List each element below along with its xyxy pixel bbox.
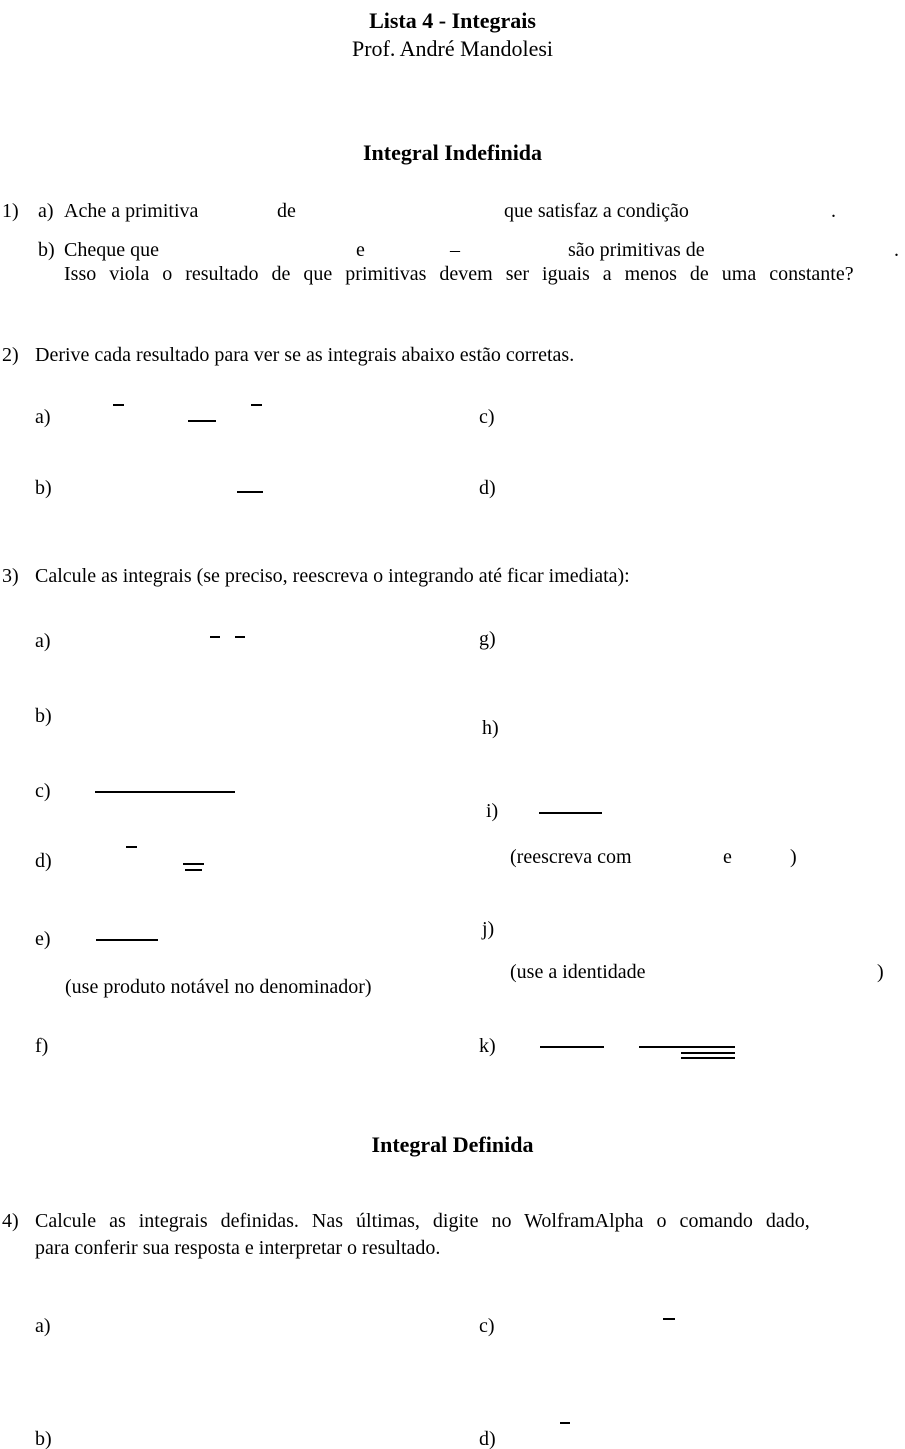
minus-sign bbox=[560, 1422, 570, 1424]
q4-number: 4) bbox=[2, 1210, 19, 1232]
minus-sign bbox=[663, 1318, 675, 1320]
q3-text: Calcule as integrais (se preciso, reescreva o integrando até ficar imediata): bbox=[35, 565, 630, 587]
q3-note-j-1: (use a identidade bbox=[510, 961, 646, 983]
q1a-period: . bbox=[831, 200, 836, 222]
q1b-text-4: são primitivas de bbox=[568, 239, 705, 261]
q2-item-a: a) bbox=[35, 406, 51, 428]
q1b-line2: Isso viola o resultado de que primitivas devem ser iguais a menos de uma constante? bbox=[64, 263, 854, 285]
q1b-label: b) bbox=[38, 239, 55, 261]
q2-number: 2) bbox=[2, 344, 19, 366]
q3-item-d: d) bbox=[35, 850, 52, 872]
q1a-text-1: Ache a primitiva bbox=[64, 200, 199, 222]
q1b-period: . bbox=[894, 239, 899, 261]
minus-sign bbox=[126, 846, 137, 848]
fraction-bar bbox=[188, 420, 216, 422]
fraction-bar bbox=[96, 939, 158, 941]
q1b-text-1: Cheque que bbox=[64, 239, 159, 261]
q3-item-k: k) bbox=[479, 1035, 496, 1057]
fraction-bar bbox=[540, 1046, 604, 1048]
q2-item-d: d) bbox=[479, 477, 496, 499]
q3-note-i-1: (reescreva com bbox=[510, 846, 632, 868]
equals-sign bbox=[681, 1057, 735, 1059]
q4-item-d: d) bbox=[479, 1428, 496, 1449]
q1a-text-3: que satisfaz a condição bbox=[504, 200, 689, 222]
section-heading-indefinida: Integral Indefinida bbox=[362, 140, 543, 165]
q4-item-c: c) bbox=[479, 1315, 495, 1337]
section-heading-definida: Integral Definida bbox=[371, 1132, 534, 1157]
fraction-bar bbox=[539, 812, 602, 814]
q4-item-a: a) bbox=[35, 1315, 51, 1337]
q3-item-c: c) bbox=[35, 780, 51, 802]
q2-item-b: b) bbox=[35, 477, 52, 499]
q3-item-g: g) bbox=[479, 628, 496, 650]
q4-text-line2: para conferir sua resposta e interpretar o resultado. bbox=[35, 1237, 441, 1259]
minus-sign bbox=[210, 636, 220, 638]
q3-note-i-3: ) bbox=[790, 846, 797, 868]
minus-sign bbox=[235, 636, 245, 638]
q1a-text-2: de bbox=[277, 200, 296, 222]
q3-note-e: (use produto notável no denominador) bbox=[65, 976, 372, 998]
q3-item-h: h) bbox=[482, 717, 499, 739]
q1b-text-2: e bbox=[356, 239, 365, 261]
document-title: Lista 4 - Integrais bbox=[369, 8, 536, 33]
fraction-bar bbox=[95, 791, 235, 793]
fraction-bar bbox=[237, 491, 263, 493]
q3-item-e: e) bbox=[35, 928, 51, 950]
q1b-minus: – bbox=[450, 239, 460, 261]
q1a-label: a) bbox=[38, 200, 54, 222]
q3-item-j: j) bbox=[482, 918, 495, 940]
q3-item-b: b) bbox=[35, 705, 52, 727]
q3-note-i-2: e bbox=[723, 846, 732, 868]
q4-item-b: b) bbox=[35, 1428, 52, 1449]
q2-item-c: c) bbox=[479, 406, 495, 428]
q3-item-a: a) bbox=[35, 630, 51, 652]
overline-bar bbox=[113, 404, 124, 406]
document-author: Prof. André Mandolesi bbox=[351, 36, 554, 61]
q3-number: 3) bbox=[2, 565, 19, 587]
q1-number: 1) bbox=[2, 200, 19, 222]
q3-note-j-2: ) bbox=[877, 961, 884, 983]
q3-item-i: i) bbox=[486, 800, 499, 822]
overline-bar bbox=[251, 404, 262, 406]
q3-item-f: f) bbox=[35, 1035, 49, 1057]
fraction-bar bbox=[639, 1046, 735, 1048]
q2-text: Derive cada resultado para ver se as integrais abaixo estão corretas. bbox=[35, 344, 575, 366]
equals-sign bbox=[681, 1052, 735, 1054]
equals-sign bbox=[183, 863, 204, 865]
q4-text-line1: Calcule as integrais definidas. Nas últimas, digite no WolframAlpha o comando dado, bbox=[35, 1210, 810, 1232]
equals-sign bbox=[185, 869, 202, 871]
